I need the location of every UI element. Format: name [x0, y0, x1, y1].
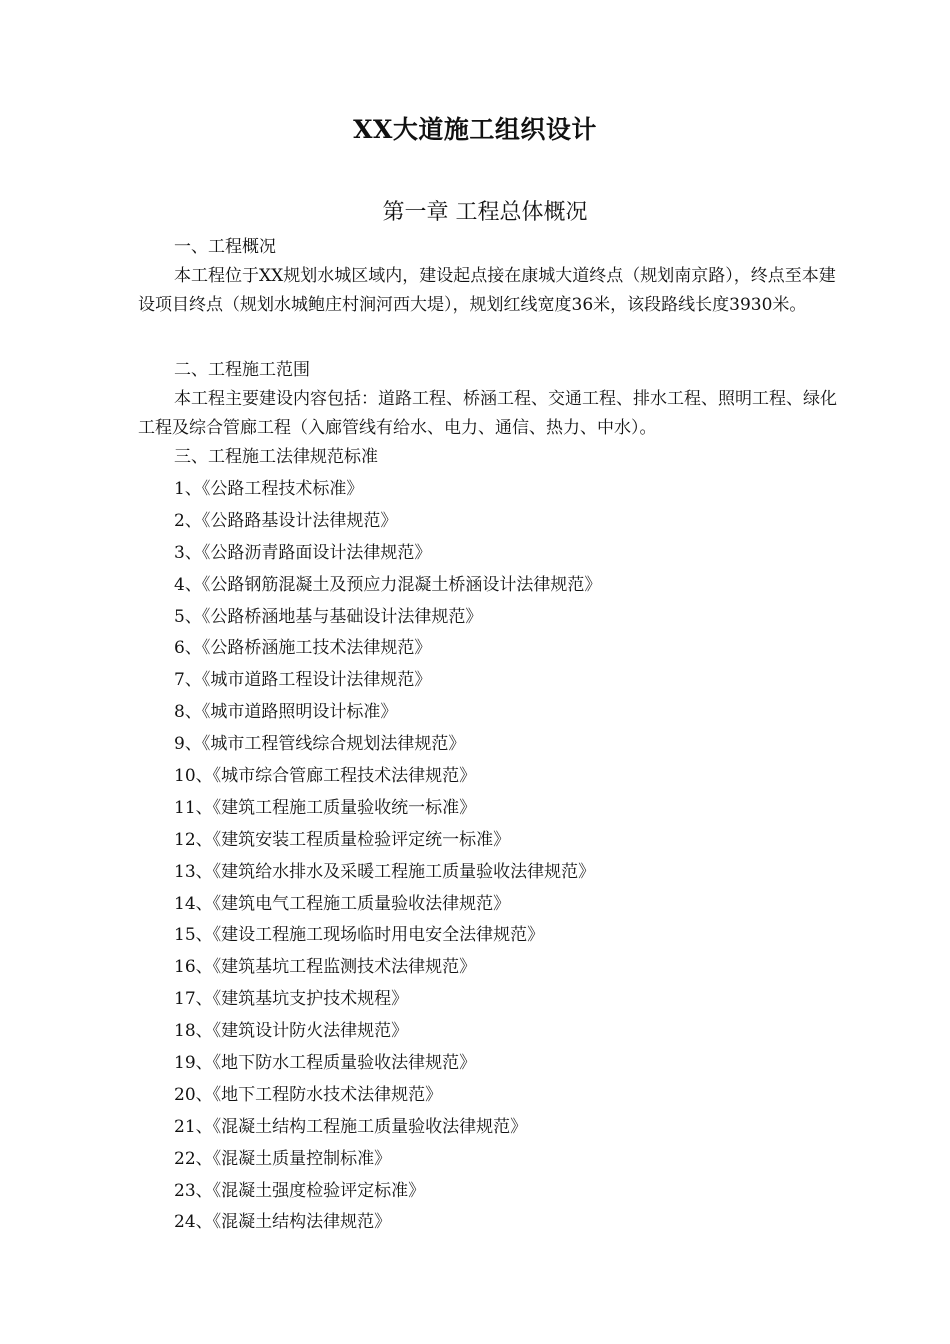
list-item: 24、《混凝土结构法律规范》	[174, 1212, 392, 1233]
list-item: 16、《建筑基坑工程监测技术法律规范》	[174, 957, 477, 978]
list-item: 8、《城市道路照明设计标准》	[174, 702, 398, 723]
list-item: 1、《公路工程技术标准》	[174, 479, 364, 499]
list-item: 19、《地下防水工程质量验收法律规范》	[174, 1053, 477, 1074]
list-item: 22、《混凝土质量控制标准》	[174, 1148, 392, 1169]
list-item: 9、《城市工程管线综合规划法律规范》	[174, 734, 466, 755]
list-item: 5、《公路桥涵地基与基础设计法律规范》	[174, 606, 483, 627]
list-item: 14、《建筑电气工程施工质量验收法律规范》	[174, 893, 511, 914]
list-item: 7、《城市道路工程设计法律规范》	[174, 670, 432, 691]
section-heading-standards: 三、工程施工法律规范标准	[174, 447, 378, 467]
list-item: 12、《建筑安装工程质量检验评定统一标准》	[174, 829, 511, 850]
list-item: 23、《混凝土强度检验评定标准》	[174, 1180, 426, 1201]
list-item: 11、《建筑工程施工质量验收统一标准》	[174, 797, 477, 818]
section-heading-scope: 二、工程施工范围	[174, 360, 310, 380]
section-heading-overview: 一、工程概况	[174, 237, 276, 257]
document-title: XX大道施工组织设计	[353, 115, 597, 144]
list-item: 2、《公路路基设计法律规范》	[174, 510, 398, 531]
overview-paragraph: 本工程位于XX规划水城区域内，建设起点接在康城大道终点（规划南京路），终点至本建设项目终点（规划水城鲍庄村涧河西大堤），规划红线宽度36米，该段路线长度3930米。	[138, 266, 836, 315]
scope-paragraph: 本工程主要建设内容包括：道路工程、桥涵工程、交通工程、排水工程、照明工程、绿化工程及综合管廊工程（入廊管线有给水、电力、通信、热力、中水）。	[138, 389, 837, 438]
list-item: 13、《建筑给水排水及采暖工程施工质量验收法律规范》	[174, 861, 596, 882]
list-item: 6、《公路桥涵施工技术法律规范》	[174, 638, 432, 659]
list-item: 21、《混凝土结构工程施工质量验收法律规范》	[174, 1116, 528, 1137]
list-item: 18、《建筑设计防火法律规范》	[174, 1021, 409, 1042]
chapter-title: 第一章 工程总体概况	[382, 200, 588, 225]
list-item: 4、《公路钢筋混凝土及预应力混凝土桥涵设计法律规范》	[174, 574, 602, 595]
list-item: 17、《建筑基坑支护技术规程》	[174, 989, 409, 1010]
list-item: 10、《城市综合管廊工程技术法律规范》	[174, 766, 477, 787]
standards-list	[174, 474, 601, 1239]
list-item: 20、《地下工程防水技术法律规范》	[174, 1084, 443, 1105]
list-item: 15、《建设工程施工现场临时用电安全法律规范》	[174, 925, 545, 946]
list-item: 3、《公路沥青路面设计法律规范》	[174, 542, 432, 563]
